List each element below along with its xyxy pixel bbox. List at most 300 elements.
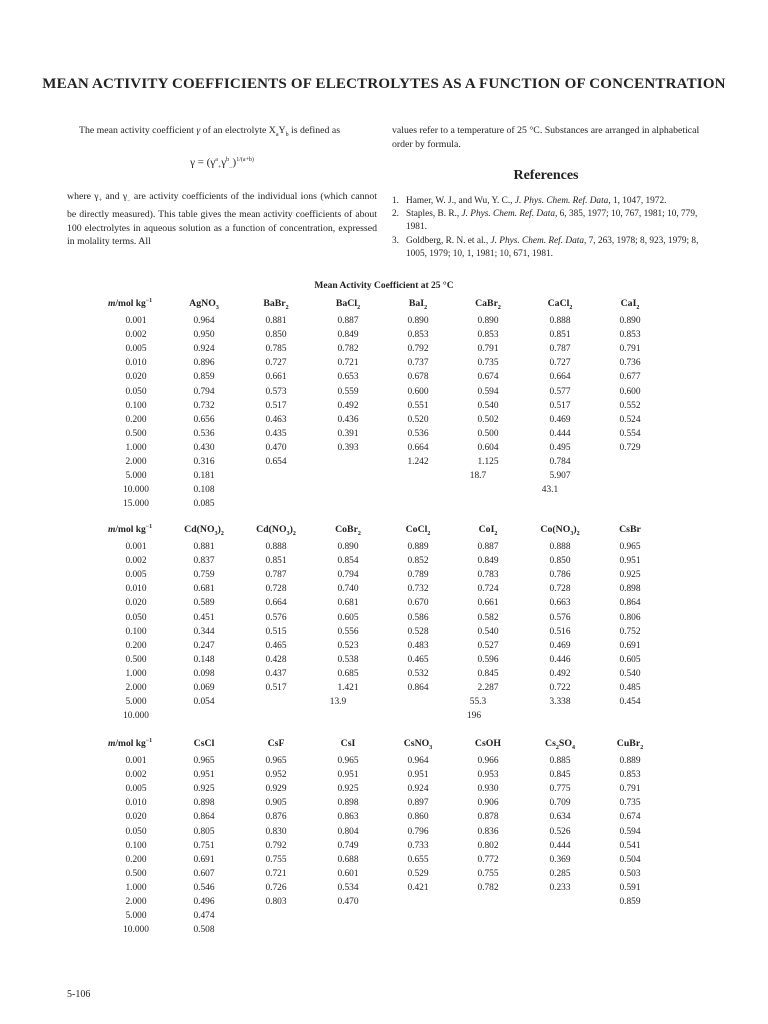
table-cell: 0.664	[265, 598, 287, 609]
table-cell: 0.951	[193, 770, 215, 781]
table-cell: 0.864	[407, 683, 429, 693]
table-cell: 0.469	[549, 414, 571, 425]
table-cell: 0.966	[477, 756, 499, 766]
molality-cell: 0.010	[125, 358, 147, 369]
table-cell: 0.896	[193, 358, 215, 369]
intro-left-column	[67, 124, 377, 249]
table-cell: 0.772	[477, 854, 499, 865]
table-cell: 0.749	[337, 840, 359, 851]
column-header: CoCl$_2$	[405, 524, 431, 537]
table-cell: 0.859	[619, 897, 641, 907]
table-cell: 0.859	[193, 372, 215, 383]
reference-item: 2. Staples, B. R., J. Phys. Chem. Ref. Data, 6, 385, 1977; 10, 767, 1981; 10, 779, 1981.	[392, 208, 698, 233]
intro-paragraph-3: values refer to a temperature of 25 °C. Substances are arranged in alphabetical order by formula.	[392, 125, 700, 150]
table-cell: 0.148	[193, 654, 215, 665]
table-cell: 0.782	[337, 344, 359, 355]
table-cell: 0.849	[337, 330, 359, 341]
table-cell: 0.576	[549, 612, 571, 623]
table-cell: 0.517	[265, 400, 287, 411]
molality-cell: 0.050	[125, 386, 147, 397]
table-cell: 0.576	[265, 612, 287, 623]
table-cell: 0.890	[619, 316, 641, 326]
table-cell: 0.600	[619, 386, 641, 397]
table-cell: 0.733	[407, 840, 429, 851]
table-cell: 0.802	[477, 840, 499, 851]
table-cell: 0.890	[337, 542, 359, 552]
molality-cell: 0.200	[125, 414, 147, 425]
table-cell: 0.492	[549, 668, 571, 679]
table-cell: 0.735	[477, 358, 499, 369]
table-cell: 0.054	[193, 697, 215, 708]
table-cell: 0.285	[549, 868, 571, 879]
table-cell: 0.344	[193, 626, 215, 637]
table-cell: 0.524	[619, 414, 641, 425]
table-cell: 0.515	[265, 626, 287, 637]
references-list	[392, 195, 700, 262]
table-cell: 0.552	[619, 400, 641, 411]
table-cell: 0.069	[193, 683, 215, 693]
table-cell: 0.925	[619, 570, 641, 581]
molality-cell: 0.100	[125, 400, 147, 411]
column-header: CaCl$_2$	[547, 298, 573, 311]
table-cell: 0.752	[619, 626, 641, 637]
table-cell: 0.925	[337, 784, 359, 795]
table-cell: 0.527	[477, 640, 499, 651]
table-cell: 0.674	[619, 812, 641, 823]
table-cell: 0.661	[477, 598, 499, 609]
table-cell: 0.435	[265, 428, 287, 439]
table-cell: 0.787	[265, 570, 287, 581]
table-cell: 0.536	[193, 428, 215, 439]
column-header: AgNO$_3$	[189, 298, 219, 311]
molality-cell: 10.000	[123, 485, 149, 496]
table-cell: 0.783	[477, 570, 499, 581]
table-cell: 0.451	[193, 612, 215, 623]
table-cell: 0.830	[265, 826, 287, 837]
table-cell: 0.559	[337, 386, 359, 397]
table-cell: 0.582	[477, 612, 499, 623]
table-cell: 0.852	[407, 556, 429, 567]
table-cell: 0.964	[407, 756, 429, 766]
table-cell: 0.965	[193, 756, 215, 766]
table-cell: 18.7	[469, 471, 487, 482]
table-cell: 0.316	[193, 457, 215, 467]
molality-cell: 0.500	[125, 654, 147, 665]
table-cell: 0.878	[477, 812, 499, 823]
column-header: $Cs_2SO_4$	[545, 738, 575, 751]
table-cell: 0.247	[193, 640, 215, 651]
table-cell: 0.863	[337, 812, 359, 823]
table-cell: 0.876	[265, 812, 287, 823]
table-cell: 0.853	[407, 330, 429, 341]
table-cell: 0.740	[337, 584, 359, 595]
table-cell: 0.755	[265, 854, 287, 865]
table-cell: 0.860	[407, 812, 429, 823]
molality-cell: 0.005	[125, 784, 147, 795]
table-cell: 0.554	[619, 428, 641, 439]
table-cell: 0.634	[549, 812, 571, 823]
table-cell: 0.853	[619, 770, 641, 781]
molality-cell: 5.000	[125, 911, 147, 922]
table-cell: 0.454	[619, 697, 641, 708]
table-cell: 0.678	[407, 372, 429, 383]
table-cell: 0.888	[549, 542, 571, 552]
table-cell: 0.540	[477, 400, 499, 411]
table-cell: 0.677	[619, 372, 641, 383]
table-cell: 0.589	[193, 598, 215, 609]
intro-paragraph-2: where $\gamma_+$ and $\gamma_-$ are activity coefficients of the individual ions (which cannot be directly measured). This table gives the mean activity coefficients of about 100 electrolytes in aqueous solution as a function of concentration, expressed in molality terms. All	[67, 190, 377, 248]
intro-right-column	[392, 124, 700, 262]
column-header: CsNO$_3$	[403, 738, 433, 751]
table-cell: 0.655	[407, 854, 429, 865]
table-cell: 0.607	[193, 868, 215, 879]
molality-cell: 0.200	[125, 640, 147, 651]
table-cell: 0.786	[549, 570, 571, 581]
table-cell: 43.1	[541, 485, 559, 496]
table-cell: 0.906	[477, 798, 499, 809]
molality-cell: 0.001	[125, 756, 147, 766]
table-cell: 0.845	[549, 770, 571, 781]
table-cell: 196	[466, 711, 482, 722]
table-cell: 0.897	[407, 798, 429, 809]
table-cell: 0.098	[193, 668, 215, 679]
table-cell: 0.755	[477, 868, 499, 879]
table-cell: 0.853	[477, 330, 499, 341]
column-header: CsI	[340, 738, 356, 749]
table-cell: 0.653	[337, 372, 359, 383]
molality-cell: 0.020	[125, 372, 147, 383]
molality-cell: 10.000	[123, 711, 149, 722]
table-cell: 0.604	[477, 442, 499, 453]
table-cell: 0.108	[193, 485, 215, 496]
column-header: CuBr$_2$	[616, 738, 644, 751]
molality-cell: 15.000	[123, 499, 149, 510]
table-cell: 0.924	[407, 784, 429, 795]
molality-cell: 0.200	[125, 854, 147, 865]
table-cell: 0.787	[549, 344, 571, 355]
molality-cell: 0.001	[125, 316, 147, 326]
table-cell: 0.594	[619, 826, 641, 837]
table-cell: 1.242	[407, 457, 429, 467]
table-cell: 0.784	[549, 457, 571, 467]
table-cell: 0.674	[477, 372, 499, 383]
table-cell: 3.338	[549, 697, 571, 708]
table-cell: 0.864	[193, 812, 215, 823]
table-cell: 0.465	[407, 654, 429, 665]
column-header: CoBr$_2$	[335, 524, 361, 537]
table-cell: 0.791	[477, 344, 499, 355]
table-cell: 0.541	[619, 840, 641, 851]
table-cell: 0.759	[193, 570, 215, 581]
table-cell: 0.444	[549, 428, 571, 439]
table-cell: 0.836	[477, 826, 499, 837]
reference-item: 3. Goldberg, R. N. et al., J. Phys. Chem. Ref. Data, 7, 263, 1978; 8, 923, 1979; 8, 1005, 1979; 10, 1, 1981; 10, 671, 1981.	[392, 235, 699, 260]
table-cell: 0.898	[193, 798, 215, 809]
molality-cell: 0.010	[125, 798, 147, 809]
table-cell: 0.688	[337, 854, 359, 865]
table-cell: 0.601	[337, 868, 359, 879]
table-cell: 0.528	[407, 626, 429, 637]
molality-header: m/mol $kg^{-1}$	[108, 738, 153, 750]
table-cell: 0.437	[265, 668, 287, 679]
table-cell: 0.474	[193, 911, 215, 922]
column-header: CaBr$_2$	[475, 298, 501, 311]
table-cell: 0.085	[193, 499, 215, 510]
molality-cell: 0.002	[125, 556, 147, 567]
table-cell: 0.691	[619, 640, 641, 651]
table-cell: 0.804	[337, 826, 359, 837]
table-cell: 0.965	[337, 756, 359, 766]
page-title: MEAN ACTIVITY COEFFICIENTS OF ELECTROLYTES AS A FUNCTION OF CONCENTRATION	[42, 76, 726, 92]
table-cell: 0.430	[193, 442, 215, 453]
table-cell: 0.538	[337, 654, 359, 665]
table-cell: 0.735	[619, 798, 641, 809]
table-cell: 0.965	[265, 756, 287, 766]
molality-cell: 10.000	[123, 925, 149, 936]
molality-cell: 0.050	[125, 826, 147, 837]
table-cell: 0.691	[193, 854, 215, 865]
molality-cell: 0.500	[125, 428, 147, 439]
table-cell: 0.685	[337, 668, 359, 679]
table-cell: 0.465	[265, 640, 287, 651]
table-cell: 0.732	[407, 584, 429, 595]
table-cell: 0.727	[265, 358, 287, 369]
table-cell: 0.517	[549, 400, 571, 411]
table-cell: 0.681	[337, 598, 359, 609]
table-cell: 0.446	[549, 654, 571, 665]
table-cell: 0.791	[619, 784, 641, 795]
references-heading: References	[513, 168, 579, 183]
column-header: CsBr	[619, 524, 641, 535]
table-cell: 0.534	[337, 882, 359, 893]
table-cell: 0.785	[265, 344, 287, 355]
column-header: CsOH	[474, 738, 502, 749]
table-cell: 0.391	[337, 428, 359, 439]
table-cell: 0.850	[549, 556, 571, 567]
table-cell: 0.428	[265, 654, 287, 665]
column-header: $Cd(NO_3)_2$	[184, 524, 224, 537]
molality-cell: 0.005	[125, 570, 147, 581]
molality-cell: 2.000	[125, 683, 147, 693]
table-cell: 0.721	[337, 358, 359, 369]
table-cell: 0.664	[549, 372, 571, 383]
table-cell: 0.888	[549, 316, 571, 326]
table-cell: 0.885	[549, 756, 571, 766]
molality-cell: 0.001	[125, 542, 147, 552]
table-cell: 0.890	[477, 316, 499, 326]
table-cell: 0.924	[193, 344, 215, 355]
table-cell: 0.540	[619, 668, 641, 679]
table-cell: 0.605	[337, 612, 359, 623]
column-header: CsF	[267, 738, 285, 749]
table-cell: 0.496	[193, 897, 215, 907]
table-cell: 0.492	[337, 400, 359, 411]
molality-cell: 1.000	[125, 442, 147, 453]
table-cell: 0.664	[407, 442, 429, 453]
table-cell: 2.287	[477, 683, 499, 693]
table-cell: 0.890	[407, 316, 429, 326]
table-cell: 55.3	[469, 697, 487, 708]
table-cell: 0.887	[477, 542, 499, 552]
table-cell: 5.907	[549, 471, 571, 482]
table-cell: 0.881	[265, 316, 287, 326]
table-cell: 0.500	[477, 428, 499, 439]
table-cell: 0.516	[549, 626, 571, 637]
table-cell: 0.503	[619, 868, 641, 879]
table-cell: 0.526	[549, 826, 571, 837]
table-cell: 0.796	[407, 826, 429, 837]
table-cell: 0.849	[477, 556, 499, 567]
table-cell: 0.654	[265, 457, 287, 467]
column-header: BaCl$_2$	[335, 298, 361, 311]
table-cell: 0.470	[337, 897, 359, 907]
table-cell: 0.508	[193, 925, 215, 936]
table-cell: 0.463	[265, 414, 287, 425]
column-header: CsCl	[193, 738, 215, 749]
table-cell: 0.600	[407, 386, 429, 397]
table-cell: 0.591	[619, 882, 641, 893]
table-cell: 0.951	[337, 770, 359, 781]
table-cell: 0.485	[619, 683, 641, 693]
table-cell: 0.806	[619, 612, 641, 623]
table-cell: 0.888	[265, 542, 287, 552]
table-cell: 0.950	[193, 330, 215, 341]
table-cell: 0.470	[265, 442, 287, 453]
molality-cell: 0.002	[125, 770, 147, 781]
table-cell: 0.789	[407, 570, 429, 581]
table-cell: 0.854	[337, 556, 359, 567]
table-cell: 0.663	[549, 598, 571, 609]
table-cell: 0.573	[265, 386, 287, 397]
table-cell: 0.721	[265, 868, 287, 879]
table-cell: 0.864	[619, 598, 641, 609]
table-cell: 0.661	[265, 372, 287, 383]
molality-cell: 2.000	[125, 457, 147, 467]
table-cell: 0.794	[337, 570, 359, 581]
table-cell: 0.495	[549, 442, 571, 453]
table-cell: 0.520	[407, 414, 429, 425]
table-cell: 0.929	[265, 784, 287, 795]
table-cell: 13.9	[329, 697, 347, 708]
table-cell: 0.736	[619, 358, 641, 369]
column-header: $Cd(NO_3)_2$	[256, 524, 296, 537]
table-cell: 0.851	[549, 330, 571, 341]
column-header: CoI$_2$	[478, 524, 498, 537]
table-cell: 1.421	[337, 683, 359, 693]
table-cell: 0.794	[193, 386, 215, 397]
table-cell: 0.791	[619, 344, 641, 355]
table-cell: 0.881	[193, 542, 215, 552]
table-cell: 0.837	[193, 556, 215, 567]
table-cell: 0.469	[549, 640, 571, 651]
molality-cell: 0.500	[125, 868, 147, 879]
table-cell: 0.898	[337, 798, 359, 809]
intro-paragraph: The mean activity coefficient γ of an electrolyte $X_aY_b$ is defined as	[79, 125, 341, 138]
table-cell: 0.889	[619, 756, 641, 766]
table-cell: 0.965	[619, 542, 641, 552]
table-cell: 0.726	[265, 882, 287, 893]
table-cell: 0.504	[619, 854, 641, 865]
table-cell: 0.369	[549, 854, 571, 865]
table-cell: 0.546	[193, 882, 215, 893]
table-cell: 0.181	[193, 471, 215, 482]
table-cell: 0.594	[477, 386, 499, 397]
table-cell: 0.737	[407, 358, 429, 369]
molality-cell: 0.100	[125, 840, 147, 851]
table-cell: 0.952	[265, 770, 287, 781]
table-cell: 0.898	[619, 584, 641, 595]
table-cell: 0.529	[407, 868, 429, 879]
molality-cell: 0.005	[125, 344, 147, 355]
molality-cell: 0.100	[125, 626, 147, 637]
molality-cell: 2.000	[125, 897, 147, 907]
table-cell: 0.850	[265, 330, 287, 341]
table-cell: 0.887	[337, 316, 359, 326]
table-cell: 0.727	[549, 358, 571, 369]
reference-item: 1. Hamer, W. J., and Wu, Y. C., J. Phys. Chem. Ref. Data, 1, 1047, 1972.	[392, 195, 667, 206]
table-cell: 0.792	[265, 840, 287, 851]
molality-cell: 5.000	[125, 697, 147, 708]
table-cell: 0.751	[193, 840, 215, 851]
molality-cell: 1.000	[125, 882, 147, 893]
molality-cell: 0.050	[125, 612, 147, 623]
table-cell: 0.732	[193, 400, 215, 411]
table-cell: 0.925	[193, 784, 215, 795]
table-cell: 0.444	[549, 840, 571, 851]
table-cell: 0.605	[619, 654, 641, 665]
table-cell: 0.951	[619, 556, 641, 567]
table-cell: 0.953	[477, 770, 499, 781]
table-cell: 0.502	[477, 414, 499, 425]
table-cell: 0.805	[193, 826, 215, 837]
molality-cell: 5.000	[125, 471, 147, 482]
table-cell: 0.724	[477, 584, 499, 595]
table-cell: 0.523	[337, 640, 359, 651]
molality-cell: 0.010	[125, 584, 147, 595]
column-header: BaBr$_2$	[263, 298, 289, 311]
table-cell: 0.853	[619, 330, 641, 341]
table-cell: 0.851	[265, 556, 287, 567]
table-cell: 0.393	[337, 442, 359, 453]
table-cell: 1.125	[477, 457, 499, 467]
table-cell: 0.728	[549, 584, 571, 595]
table-cell: 0.421	[407, 882, 429, 893]
table-cell: 0.436	[337, 414, 359, 425]
table-cell: 0.964	[193, 316, 215, 326]
molality-cell: 1.000	[125, 668, 147, 679]
table-cell: 0.930	[477, 784, 499, 795]
table-cell: 0.722	[549, 683, 571, 693]
column-header: $Co(NO_3)_2$	[540, 524, 580, 537]
table-cell: 0.729	[619, 442, 641, 453]
column-header: CaI$_2$	[620, 298, 640, 311]
table-cell: 0.905	[265, 798, 287, 809]
table-cell: 0.775	[549, 784, 571, 795]
table-cell: 0.532	[407, 668, 429, 679]
table-cell: 0.536	[407, 428, 429, 439]
table-cell: 0.670	[407, 598, 429, 609]
column-header: BaI$_2$	[408, 298, 428, 311]
table-cell: 0.233	[549, 882, 571, 893]
table-cell: 0.803	[265, 897, 287, 907]
molality-cell: 0.020	[125, 812, 147, 823]
table-cell: 0.483	[407, 640, 429, 651]
table-cell: 0.577	[549, 386, 571, 397]
table-cell: 0.551	[407, 400, 429, 411]
molality-cell: 0.002	[125, 330, 147, 341]
molality-header: m/mol $kg^{-1}$	[108, 524, 153, 536]
table-cell: 0.540	[477, 626, 499, 637]
